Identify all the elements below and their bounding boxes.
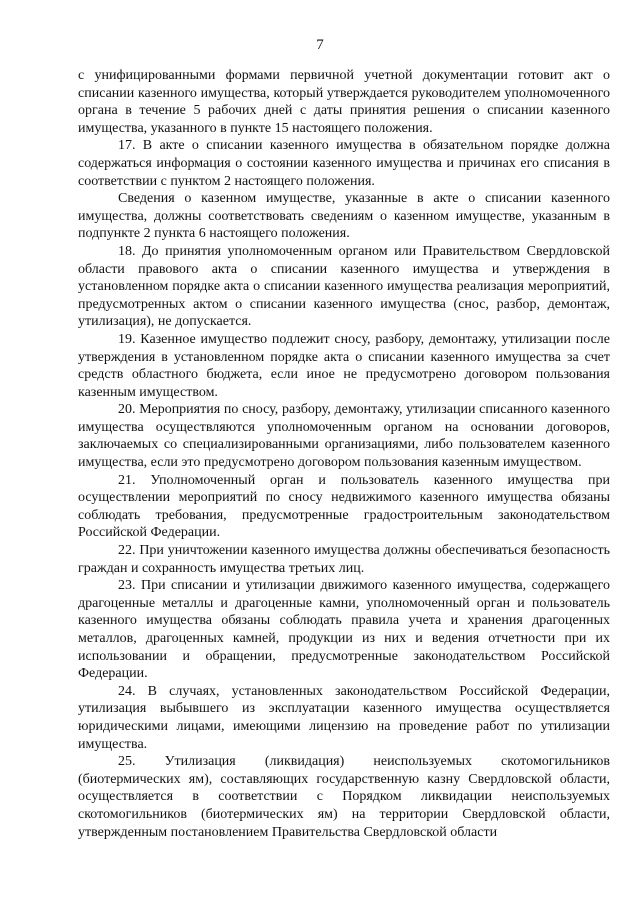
paragraph-item-18: 18. До принятия уполномоченным органом или Правительством Свердловской области правового акта о списании казенного имущества и утверждения в установленном порядке акта о списании казенного имущества реализация мероприятий, предусмотренных актом о списании казенного имущества (снос, разбор, демонтаж, утилизация), не допускается. (78, 243, 610, 330)
paragraph-continuation: с унифицированными формами первичной учетной документации готовит акт о списании казенного имущества, который утверждается руководителем уполномоченного органа в течение 5 рабочих дней с даты принятия решения о списании казенного имущества, указанного в пункте 15 настоящего положения. (78, 68, 610, 136)
document-body (78, 67, 610, 841)
page-number: 7 (316, 37, 324, 53)
paragraph-item-17: 17. В акте о списании казенного имущества в обязательном порядке должна содержаться информация о состоянии казенного имущества и причинах его списания в соответствии с пунктом 2 настоящего положения. (78, 138, 610, 189)
paragraph-item-17-details: Сведения о казенном имуществе, указанные в акте о списании казенного имущества, должны соответствовать сведениям о казенном имуществе, указанным в подпункте 2 пункта 6 настоящего положения. (78, 191, 610, 242)
paragraph-item-24: 24. В случаях, установленных законодательством Российской Федерации, утилизация выбывшего из эксплуатации казенного имущества осуществляется юридическими лицами, имеющими лицензию на проведение работ по утилизации имущества. (78, 683, 610, 752)
paragraph-item-20: 20. Мероприятия по сносу, разбору, демонтажу, утилизации списанного казенного имущества осуществляются уполномоченным органом на основании договоров, заключаемых со специализированными организациями, либо пользователем казенного имущества, если это предусмотрено договором пользования казенным имуществом. (78, 402, 610, 471)
paragraph-item-22: 22. При уничтожении казенного имущества должны обеспечиваться безопасность граждан и сохранность имущества третьих лиц. (78, 543, 610, 576)
paragraph-item-19: 19. Казенное имущество подлежит сносу, разбору, демонтажу, утилизации после утверждения в установленном порядке акта о списании казенного имущества за счет средств областного бюджета, если иное не предусмотрено договором пользования казенным имуществом. (78, 331, 610, 400)
paragraph-item-25: 25. Утилизация (ликвидация) неиспользуемых скотомогильников (биотермических ям), составляющих государственную казну Свердловской области, осуществляется в соответствии с Порядком ликвидации неиспользуемых скотомогильников (биотермических ям) на территории Свердловской области, утвержденным постановлением Правительства Свердловской области (78, 754, 610, 840)
paragraph-item-21: 21. Уполномоченный орган и пользователь казенного имущества при осуществлении мероприятий по сносу недвижимого казенного имущества обязаны соблюдать требования, предусмотренные градостроительным законодательством Российской Федерации. (78, 472, 610, 541)
paragraph-item-23: 23. При списании и утилизации движимого казенного имущества, содержащего драгоценные металлы и драгоценные камни, уполномоченный орган и пользователь казенного имущества обязаны соблюдать правила учета и хранения драгоценных металлов, драгоценных камней, продукции из них и ведения отчетности при их использовании и обращении, предусмотренные законодательством Российской Федерации. (78, 578, 610, 682)
